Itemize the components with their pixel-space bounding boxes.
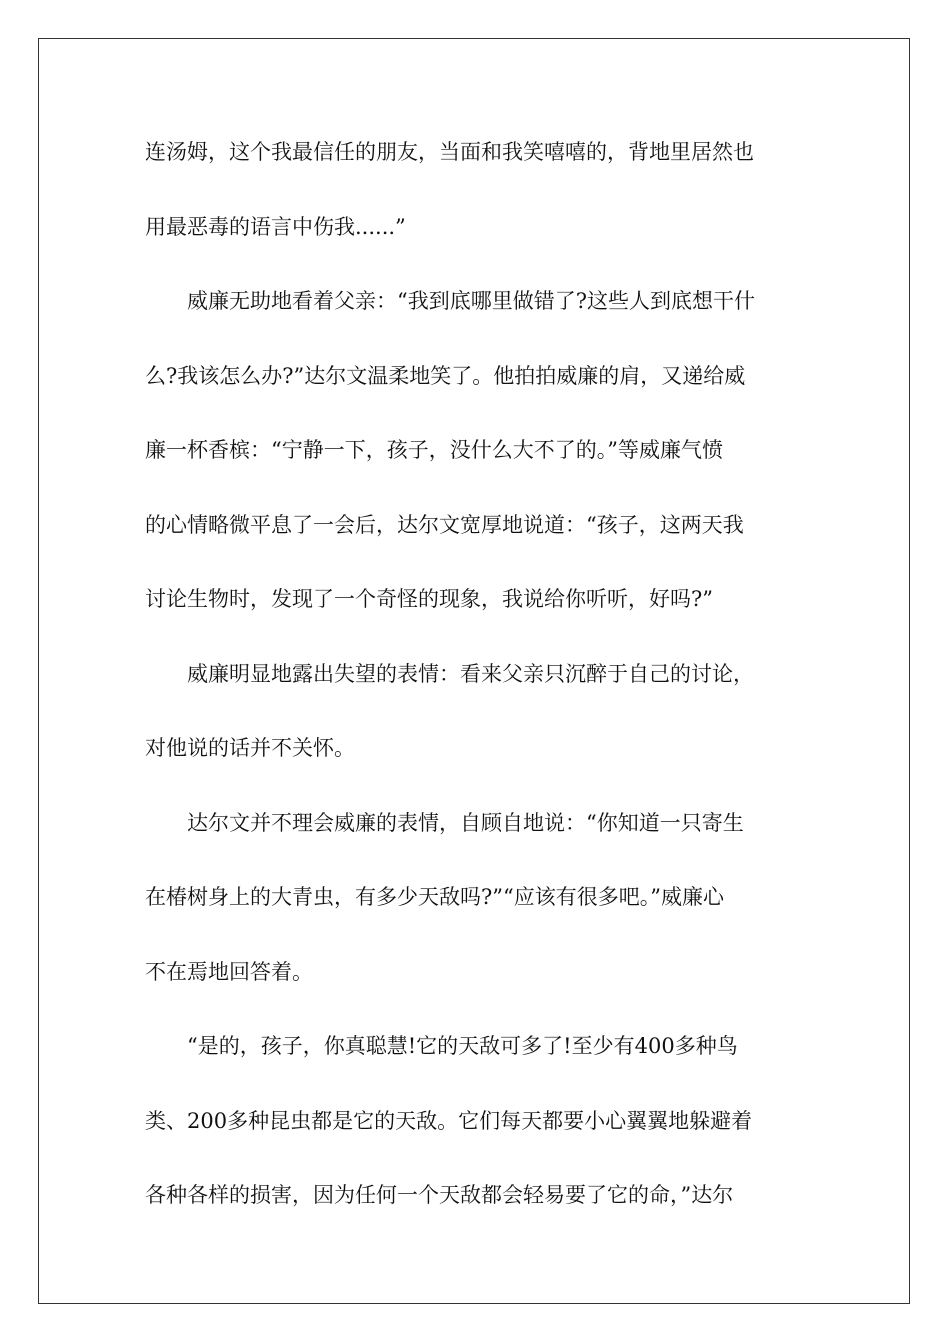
- text-line: 各种各样的损害，因为任何一个天敌都会轻易要了它的命，”达尔: [145, 1183, 734, 1207]
- text-line: 不在焉地回答着。: [145, 960, 313, 984]
- text-line: 对他说的话并不关怀。: [145, 736, 355, 760]
- text-line: 在椿树身上的大青虫，有多少天敌吗?”“应该有很多吧。”威廉心: [145, 885, 724, 909]
- paragraph-start-line: “是的，孩子，你真聪慧!它的天敌可多了!至少有400多种鸟: [187, 1034, 738, 1058]
- text-line: 廉一杯香槟：“宁静一下，孩子，没什么大不了的。”等威廉气愤: [145, 438, 723, 462]
- text-line: 类、200多种昆虫都是它的天敌。它们每天都要小心翼翼地躲避着: [145, 1109, 753, 1133]
- paragraph-start-line: 威廉无助地看着父亲：“我到底哪里做错了?这些人到底想干什: [187, 289, 755, 313]
- text-line: 用最恶毒的语言中伤我......”: [145, 215, 406, 239]
- paragraph-start-line: 达尔文并不理会威廉的表情，自顾自地说：“你知道一只寄生: [187, 811, 744, 835]
- text-line: 连汤姆，这个我最信任的朋友，当面和我笑嘻嘻的，背地里居然也: [145, 140, 754, 164]
- paragraph-start-line: 威廉明显地露出失望的表情：看来父亲只沉醉于自己的讨论，: [187, 662, 754, 686]
- text-line: 么?我该怎么办?”达尔文温柔地笑了。他拍拍威廉的肩，又递给威: [145, 364, 746, 388]
- text-line: 的心情略微平息了一会后，达尔文宽厚地说道：“孩子，这两天我: [145, 513, 744, 537]
- text-line: 讨论生物时，发现了一个奇怪的现象，我说给你听听，好吗?”: [145, 587, 713, 611]
